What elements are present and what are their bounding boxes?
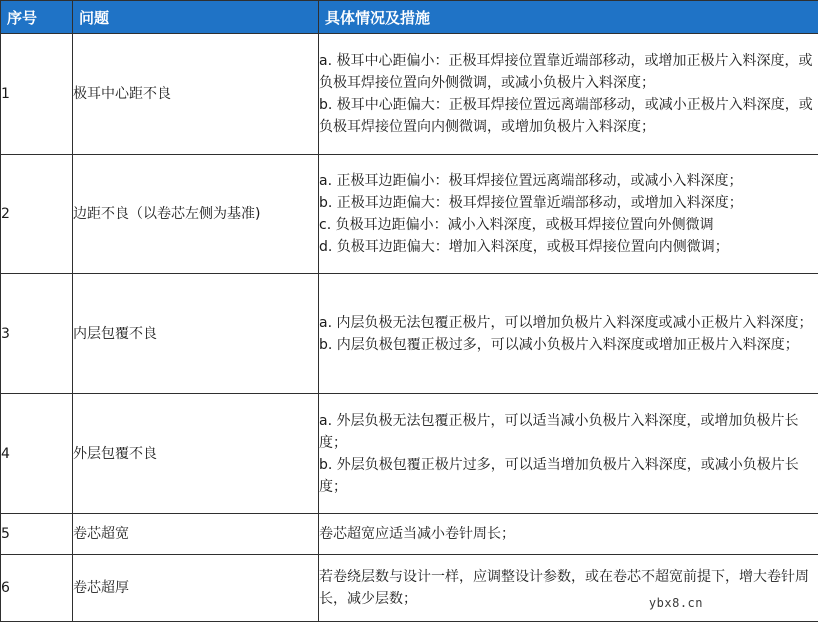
row-problem: 极耳中心距不良 (73, 34, 319, 155)
table-header-row (1, 1, 818, 34)
row-problem: 外层包覆不良 (73, 394, 319, 514)
measure-line: b. 正极耳边距偏大：极耳焊接位置靠近端部移动，或增加入料深度； (319, 192, 818, 214)
measure-line: d. 负极耳边距偏大：增加入料深度，或极耳焊接位置向内侧微调； (319, 236, 818, 258)
row-number: 4 (1, 394, 73, 514)
measure-line: b. 极耳中心距偏大：正极耳焊接位置远离端部移动，或减小正极片入料深度，或负极耳焊接位置向内侧微调，或增加负极片入料深度； (319, 94, 818, 138)
row-measures (319, 274, 818, 394)
row-measures (319, 555, 818, 622)
measure-line: a. 内层负极无法包覆正极片，可以增加负极片入料深度或减小正极片入料深度； (319, 312, 818, 334)
measure-line: 若卷绕层数与设计一样，应调整设计参数，或在卷芯不超宽前提下，增大卷针周长，减少层数； (319, 566, 818, 610)
table-row (1, 155, 818, 274)
row-number: 2 (1, 155, 73, 274)
measure-line: b. 外层负极包覆正极片过多，可以适当增加负极片入料深度，或减小负极片长度； (319, 454, 818, 498)
row-number: 6 (1, 555, 73, 622)
table-row (1, 514, 818, 555)
row-number: 3 (1, 274, 73, 394)
row-problem: 内层包覆不良 (73, 274, 319, 394)
row-measures (319, 394, 818, 514)
header-measures: 具体情况及措施 (319, 1, 818, 34)
row-problem: 卷芯超宽 (73, 514, 319, 555)
row-number: 1 (1, 34, 73, 155)
header-no: 序号 (1, 1, 73, 34)
header-problem: 问题 (73, 1, 319, 34)
table-row (1, 555, 818, 622)
row-problem: 卷芯超厚 (73, 555, 319, 622)
measure-line: a. 极耳中心距偏小：正极耳焊接位置靠近端部移动，或增加正极片入料深度，或负极耳焊接位置向外侧微调，或减小负极片入料深度； (319, 50, 818, 94)
table-row (1, 34, 818, 155)
measure-line: a. 正极耳边距偏小：极耳焊接位置远离端部移动，或减小入料深度； (319, 170, 818, 192)
table-row (1, 394, 818, 514)
watermark: ybx8.cn (649, 596, 703, 610)
row-measures (319, 34, 818, 155)
row-measures (319, 155, 818, 274)
measure-line: b. 内层负极包覆正极过多，可以减小负极片入料深度或增加正极片入料深度； (319, 334, 818, 356)
table-row (1, 274, 818, 394)
row-number: 5 (1, 514, 73, 555)
row-problem: 边距不良（以卷芯左侧为基准) (73, 155, 319, 274)
measure-line: c. 负极耳边距偏小：减小入料深度，或极耳焊接位置向外侧微调 (319, 214, 818, 236)
measure-line: 卷芯超宽应适当减小卷针周长； (319, 523, 818, 545)
measure-line: a. 外层负极无法包覆正极片，可以适当减小负极片入料深度，或增加负极片长度； (319, 410, 818, 454)
row-measures (319, 514, 818, 555)
